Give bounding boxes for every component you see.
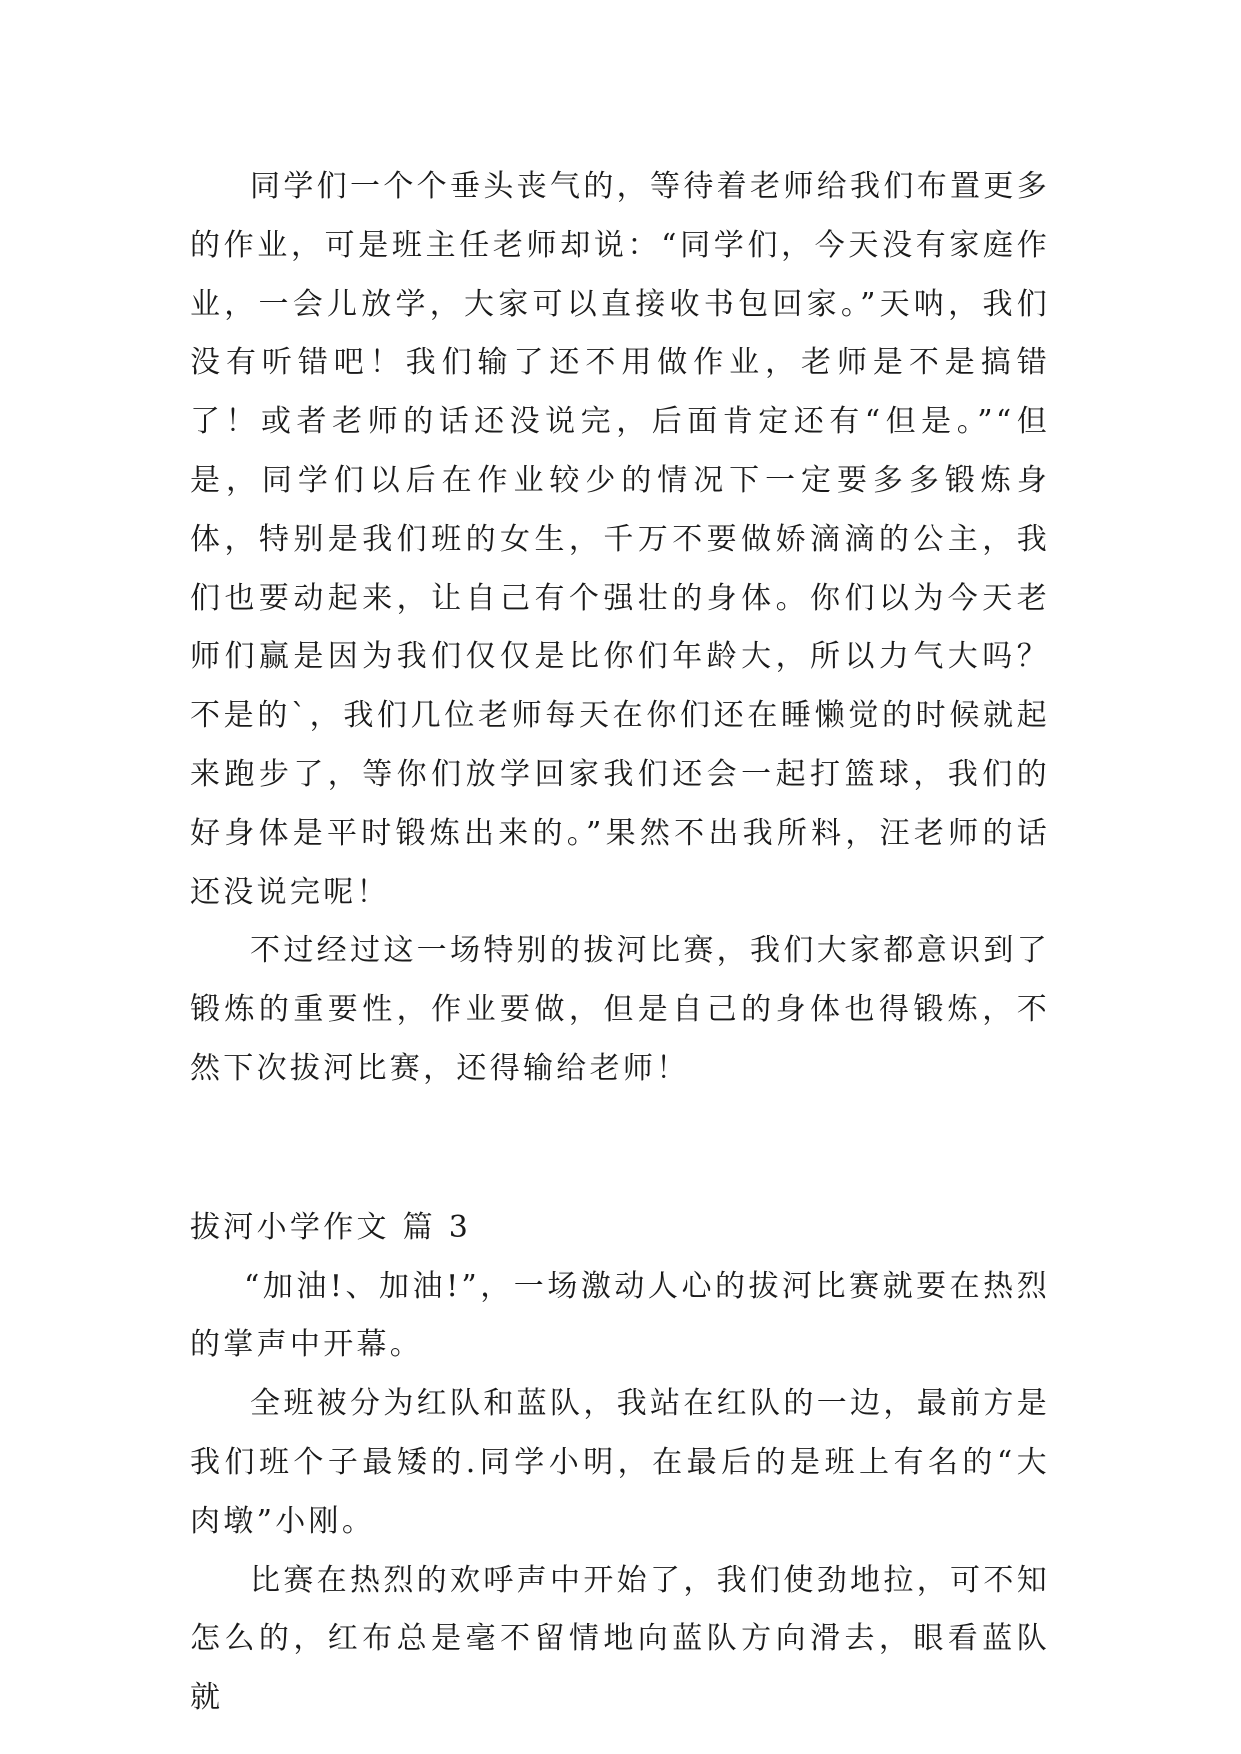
paragraph-reflection: 不过经过这一场特别的拔河比赛，我们大家都意识到了锻炼的重要性，作业要做，但是自己的身体也得锻炼，不然下次拔河比赛，还得输给老师！ [190,933,1050,1086]
paragraph-teams: 全班被分为红队和蓝队，我站在红队的一边，最前方是我们班个子最矮的.同学小明，在最后的是班上有名的“大肉墩”小刚。 [190,1386,1050,1539]
document-body [190,158,1050,1728]
paragraph-cheer: “加油!、加油!”，一场激动人心的拔河比赛就要在热烈的掌声中开幕。 [190,1268,1050,1363]
paragraph-teacher-speech: 同学们一个个垂头丧气的，等待着老师给我们布置更多的作业，可是班主任老师却说：“同学们，今天没有家庭作业，一会儿放学，大家可以直接收书包回家。”天呐，我们没有听错吧！我们输了还不用做作业，老师是不是搞错了！或者老师的话还没说完，后面肯定还有“但是。”“但是，同学们以后在作业较少的情况下一定要多多锻炼身体，特别是我们班的女生，千万不要做娇滴滴的公主，我们也要动起来，让自己有个强壮的身体。你们以为今天老师们赢是因为我们仅仅是比你们年龄大，所以力气大吗？不是的`，我们几位老师每天在你们还在睡懒觉的时候就起来跑步了，等你们放学回家我们还会一起打篮球，我们的好身体是平时锻炼出来的。”果然不出我所料，汪老师的话还没说完呢！ [190,169,1050,910]
section-title: 拔河小学作文 篇 3 [190,1209,472,1245]
paragraph-match-start: 比赛在热烈的欢呼声中开始了，我们使劲地拉，可不知怎么的，红布总是毫不留情地向蓝队方向滑去，眼看蓝队就 [190,1562,1050,1716]
